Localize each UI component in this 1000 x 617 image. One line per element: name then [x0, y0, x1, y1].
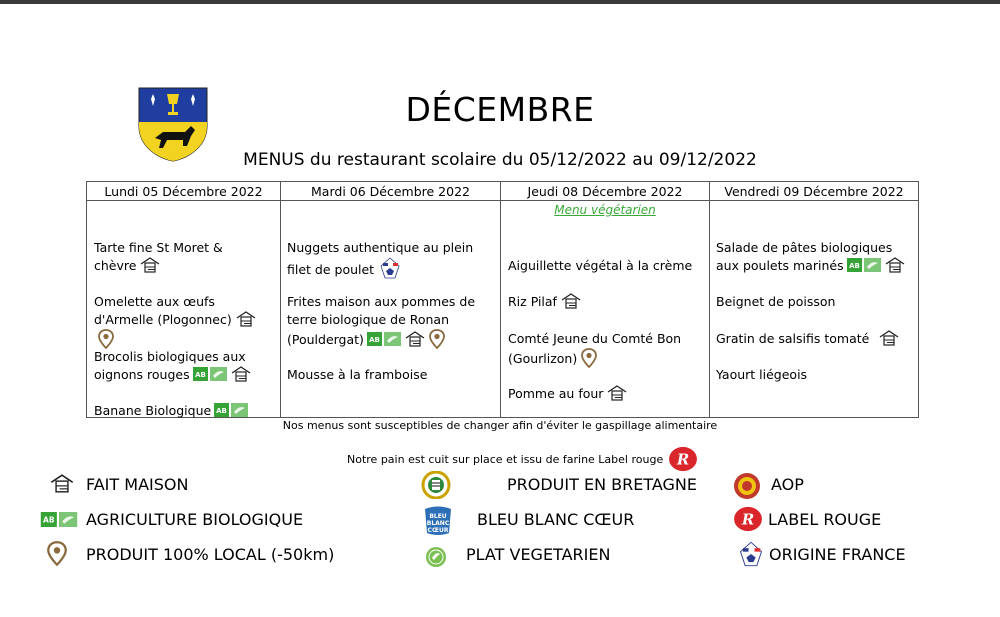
menu-item: Salade de pâtes biologiques aux poulets marinés	[716, 239, 916, 275]
window-top-bar	[0, 0, 1000, 4]
menu-item: Yaourt liégeois	[716, 367, 808, 382]
ab-logo-icon	[40, 512, 78, 527]
legend-origine-france: ORIGINE FRANCE	[769, 545, 906, 564]
house-icon	[231, 366, 251, 382]
legend-produit-local: PRODUIT 100% LOCAL (-50km)	[86, 545, 335, 564]
flag-icon	[737, 541, 765, 567]
house-icon	[140, 257, 160, 273]
pin-icon	[47, 541, 67, 566]
svg-text:BLEU: BLEU	[429, 513, 447, 520]
day-header-thursday: Jeudi 08 Décembre 2022	[501, 182, 710, 201]
menu-cell-monday	[87, 201, 281, 418]
bread-notice-text: Notre pain est cuit sur place et issu de farine Label rouge	[347, 453, 664, 466]
page-subtitle: MENUS du restaurant scolaire du 05/12/2022 au 09/12/2022	[243, 150, 757, 170]
day-header-tuesday: Mardi 06 Décembre 2022	[281, 182, 501, 201]
menu-item: Gratin de salsifis tomaté	[716, 330, 916, 348]
menu-item: Aiguillette végétal à la crème	[508, 258, 693, 273]
menu-item: Frites maison aux pommes de terre biologique de Ronan (Pouldergat)	[287, 294, 476, 347]
menu-table	[86, 181, 919, 418]
menu-item: Brocolis biologiques aux oignons rouges	[94, 348, 279, 384]
menu-cell-thursday	[501, 201, 710, 418]
ab-logo-icon	[214, 403, 248, 417]
house-icon	[885, 257, 905, 273]
menu-item: Comté Jeune du Comté Bon (Gourlizon)	[508, 331, 682, 366]
page-title: DÉCEMBRE	[405, 90, 595, 129]
pin-icon	[429, 329, 445, 349]
house-icon	[405, 331, 425, 347]
legend-bleu-blanc-coeur: BLEU BLANC CŒUR	[477, 510, 635, 529]
label-rouge-icon	[667, 446, 699, 472]
house-icon	[50, 474, 74, 493]
menu-item: Riz Pilaf	[508, 293, 708, 311]
aop-icon	[733, 472, 761, 500]
menu-item: Banane Biologique	[94, 402, 279, 420]
svg-text:CŒUR: CŒUR	[427, 527, 449, 534]
pin-icon	[98, 329, 114, 349]
vegetarian-menu-badge: Menu végétarien	[554, 203, 656, 217]
menu-item: Omelette aux œufs d'Armelle (Plogonnec)	[94, 293, 274, 349]
ab-logo-icon	[367, 332, 401, 346]
label-rouge-icon	[733, 506, 763, 532]
legend-produit-bretagne: PRODUIT EN BRETAGNE	[507, 475, 698, 494]
house-icon	[561, 293, 581, 309]
legend-aop: AOP	[771, 475, 804, 494]
pin-icon	[581, 348, 597, 368]
veg-icon	[425, 546, 447, 568]
menu-item: Mousse à la framboise	[287, 367, 428, 382]
legend-plat-vegetarien: PLAT VEGETARIEN	[466, 545, 611, 564]
legend-fait-maison: FAIT MAISON	[86, 475, 189, 494]
menu-item: Nuggets authentique au plein filet de poulet	[287, 240, 474, 277]
bbc-icon	[421, 505, 455, 537]
house-icon	[236, 311, 256, 327]
menu-item: Beignet de poisson	[716, 294, 836, 309]
day-header-monday: Lundi 05 Décembre 2022	[87, 182, 281, 201]
ab-logo-icon	[847, 258, 881, 272]
ab-logo-icon	[193, 367, 227, 381]
legend-label-rouge: LABEL ROUGE	[768, 510, 882, 529]
bread-notice	[347, 446, 699, 472]
house-icon	[879, 330, 899, 346]
house-icon	[607, 385, 627, 401]
menu-cell-friday	[710, 201, 919, 418]
day-header-friday: Vendredi 09 Décembre 2022	[710, 182, 919, 201]
flag-icon	[378, 257, 402, 279]
menu-cell-tuesday	[281, 201, 501, 418]
svg-text:BLANC: BLANC	[426, 520, 450, 527]
waste-notice: Nos menus sont susceptibles de changer afin d'éviter le gaspillage alimentaire	[282, 419, 718, 432]
menu-item: Pomme au four	[508, 385, 708, 403]
legend-agriculture-bio: AGRICULTURE BIOLOGIQUE	[86, 510, 304, 529]
bretagne-icon	[421, 471, 451, 499]
menu-item: Tarte fine St Moret & chèvre	[94, 240, 223, 273]
